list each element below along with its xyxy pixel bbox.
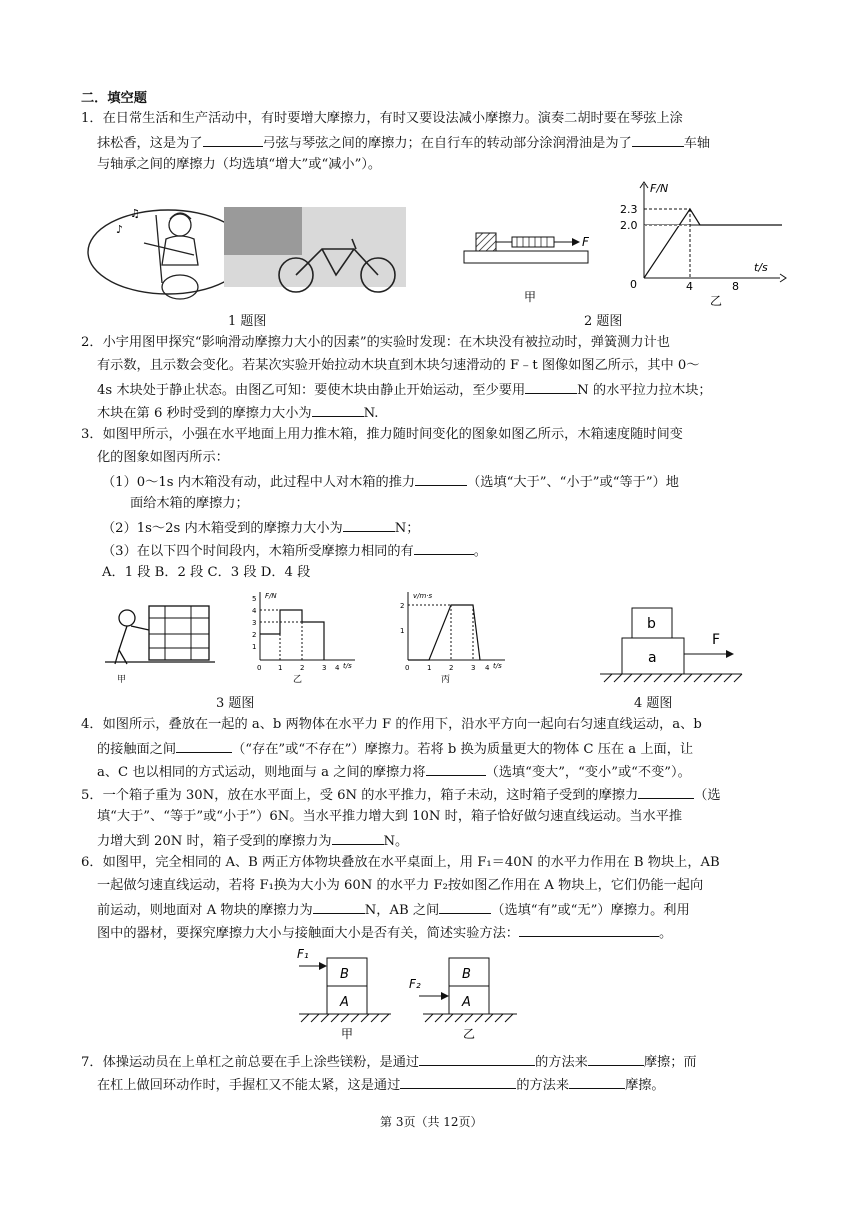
q3-line2: 化的图象如图丙所示： [97, 450, 229, 465]
q4-blank1[interactable] [176, 739, 232, 753]
q7-text: 摩擦。 [625, 1078, 665, 1093]
f-tick: 1 [252, 643, 257, 651]
q6-line3 [97, 900, 690, 920]
q7-text: 的方法来 [516, 1078, 570, 1093]
t-axis-label-yi: t/s [343, 662, 352, 670]
q3-text: （1）0～1s 内木箱没有动，此过程中人对木箱的推力 [102, 475, 416, 490]
q3-blank2[interactable] [343, 518, 395, 532]
q3-blank3[interactable] [414, 541, 474, 555]
f-tick: 3 [252, 619, 257, 627]
block-a-label: A [340, 995, 349, 1010]
block-b-label: b [647, 616, 656, 632]
arrow-icon [572, 238, 580, 246]
f-tick: 4 [252, 607, 257, 615]
q1-text: 抹松香，这是为了 [97, 136, 203, 151]
q1-line3: 与轴承之间的摩擦力（均选填“增大”或“减小”）。 [97, 157, 382, 172]
q6-line4 [97, 923, 672, 943]
q4-figure [600, 602, 750, 692]
q5-text: N。 [383, 834, 409, 849]
q6-text: 。 [659, 926, 673, 941]
t-tick: 4 [485, 664, 490, 672]
t-tick: 1 [278, 664, 283, 672]
q7-blank4[interactable] [569, 1075, 625, 1089]
push-force-curve [260, 610, 324, 660]
bicycle-closeup-photo [224, 207, 302, 255]
q3-options: A．1 段 B．2 段 C．3 段 D．4 段 [102, 565, 311, 580]
q3-text: （选填“大于”、“小于”或“等于”）地 [467, 475, 679, 490]
v-tick: 2 [400, 602, 405, 610]
q5-text: 力增大到 20N 时，箱子受到的摩擦力为 [97, 834, 332, 849]
q2-text: N. [363, 406, 379, 421]
q2-text: 木块在第 6 秒时受到的摩擦力大小为 [97, 406, 312, 421]
x-tick-4: 4 [686, 280, 693, 293]
force-f1-label: F₁ [297, 947, 309, 961]
caption-fig2: 2 题图 [584, 314, 623, 329]
f-tick: 2 [252, 631, 257, 639]
block-b-label: B [340, 967, 349, 982]
q5-blank2[interactable] [332, 831, 384, 845]
q5-blank1[interactable] [638, 785, 694, 799]
q7-line1 [81, 1052, 697, 1072]
v-tick: 1 [400, 627, 405, 635]
q1-text: 弓弦与琴弦之间的摩擦力；在自行车的转动部分涂润滑油是为了 [262, 136, 632, 151]
q2-line2: 有示数，且示数会变化。若某次实验开始拉动木块直到木块匀速滑动的 F﹣t 图像如图乙所示，其中 0～ [97, 358, 700, 373]
f-axis-label: F/N [265, 592, 277, 600]
ground-hatch [604, 674, 742, 682]
q1-line2 [97, 133, 710, 153]
q4-text: （“存在”或“不存在”）摩擦力。若将 b 换为质量更大的物体 C 压在 a 上面，让 [232, 742, 694, 757]
t-tick: 3 [471, 664, 476, 672]
section-title: 二．填空题 [81, 91, 147, 106]
t-tick: 0 [257, 664, 262, 672]
block-a-label: a [648, 650, 657, 666]
q6-text: 前运动，则地面对 A 物块的摩擦力为 [97, 903, 313, 918]
label-jia: 甲 [524, 290, 537, 304]
q7-blank3[interactable] [400, 1075, 516, 1089]
table-board [464, 251, 588, 263]
q3-text: N； [394, 521, 420, 536]
x-tick-8: 8 [732, 280, 739, 293]
q7-text: 7．体操运动员在上单杠之前总要在手上涂些镁粉，是通过 [81, 1055, 420, 1070]
q6-text: 图中的器材，要探究摩擦力大小与接触面大小是否有关，简述实验方法： [97, 926, 519, 941]
q5-line1 [81, 785, 721, 805]
label-jia: 甲 [117, 675, 127, 685]
q5-line3 [97, 831, 408, 851]
q7-text: 摩擦；而 [643, 1055, 697, 1070]
velocity-graph [400, 592, 505, 685]
t-tick: 3 [322, 664, 327, 672]
q6-text: （选填“有”或“无”）摩擦力。利用 [491, 903, 690, 918]
q2-text: N 的水平拉力拉木块； [577, 383, 712, 398]
q6-blank1[interactable] [313, 900, 365, 914]
q6-blank2[interactable] [439, 900, 491, 914]
music-note-icon: ♪ [116, 223, 124, 236]
q2-figure-jia [462, 225, 592, 305]
q2-line1: 2．小宇用图甲探究“影响滑动摩擦力大小的因素”的实验时发现：在木块没有被拉动时，弹簧测力计也 [81, 335, 670, 350]
q4-line1: 4．如图所示，叠放在一起的 a、b 两物体在水平力 F 的作用下，沿水平方向一起向右匀速直线运动，a、b [81, 717, 702, 732]
spring-scale [512, 237, 554, 247]
q1-text: 车轴 [683, 136, 711, 151]
q3-line1: 3．如图甲所示，小强在水平地面上用力推木箱，推力随时间变化的图象如图乙所示，木箱速度随时间变 [81, 427, 683, 442]
label-yi: 乙 [463, 1027, 476, 1041]
force-label: F [712, 632, 721, 648]
ground-hatch [301, 1014, 389, 1022]
q1-line1: 1．在日常生活和生产活动中，有时要增大摩擦力，有时又要设法减小摩擦力。演奏二胡时要在琴弦上涂 [81, 111, 683, 126]
q3-sub3 [102, 541, 487, 561]
q3-figure [105, 588, 545, 688]
q4-line2 [97, 739, 693, 759]
q2-line4 [97, 403, 378, 423]
q6-line1: 6．如图甲，完全相同的 A、B 两正方体物块叠放在水平桌面上，用 F₁＝40N 的水平力作用在 B 物块上，AB [81, 855, 720, 870]
force-label: F [582, 235, 589, 249]
q4-text: （选填“变大”，“变小”或“不变”）。 [485, 765, 691, 780]
q3-sub2 [102, 518, 419, 538]
arrow-icon [441, 992, 449, 1000]
label-jia: 甲 [341, 1027, 354, 1041]
origin-label: 0 [630, 278, 637, 291]
label-yi: 乙 [710, 294, 723, 308]
q3-text: 。 [473, 544, 487, 559]
q2-graph-yi [612, 178, 792, 308]
q1-figure [86, 195, 411, 305]
block-b-label: B [462, 967, 471, 982]
t-tick: 0 [405, 664, 410, 672]
t-tick: 2 [300, 664, 305, 672]
y-tick-2-0: 2.0 [620, 219, 638, 232]
q3-blank1[interactable] [415, 472, 467, 486]
q7-line2 [97, 1075, 665, 1095]
push-force-graph [252, 592, 355, 685]
q3-text: （2）1s～2s 内木箱受到的摩擦力大小为 [102, 521, 343, 536]
arrow-icon [726, 650, 734, 658]
q5-line2: 填“大于”、“等于”或“小于”）6N。当水平推力增大到 10N 时，箱子恰好做匀速直线运动。当水平推 [97, 809, 683, 824]
q7-text: 在杠上做回环动作时，手握杠又不能太紧，这是通过 [97, 1078, 401, 1093]
arrow-icon [319, 962, 327, 970]
q4-line3 [97, 762, 691, 782]
q2-blank2[interactable] [312, 403, 364, 417]
t-tick: 4 [335, 664, 340, 672]
y-tick-2-3: 2.3 [620, 203, 638, 216]
label-bing: 丙 [441, 675, 451, 685]
t-tick: 1 [427, 664, 432, 672]
q4-blank2[interactable] [426, 762, 486, 776]
t-tick: 2 [449, 664, 454, 672]
caption-fig3: 3 题图 [216, 696, 255, 711]
q2-text: 4s 木块处于静止状态。由图乙可知：要使木块由静止开始运动，至少要用 [97, 383, 526, 398]
q4-text: a、C 也以相同的方式运动，则地面与 a 之间的摩擦力将 [97, 765, 426, 780]
v-axis-label: v/m·s [413, 592, 433, 600]
q3-sub1-cont: 面给木箱的摩擦力； [130, 496, 249, 511]
q6-figure [295, 946, 525, 1046]
q7-blank2[interactable] [588, 1052, 644, 1066]
q5-text: （选 [694, 788, 721, 803]
wooden-block [476, 233, 496, 251]
f-tick: 5 [252, 595, 257, 603]
page-footer: 第 3页（共 12页） [380, 1115, 483, 1129]
y-axis-label: F/N [650, 182, 669, 195]
q6-blank3[interactable] [519, 923, 659, 937]
q4-text: 的接触面之间 [97, 742, 177, 757]
x-axis-label: t/s [754, 261, 768, 274]
person-pushing-crate [105, 606, 215, 664]
q2-line3 [97, 380, 712, 400]
q3-text: （3）在以下四个时间段内，木箱所受摩擦力相同的有 [102, 544, 414, 559]
q3-sub1 [102, 472, 679, 492]
q1-blank1[interactable] [203, 133, 263, 147]
music-note-icon: ♫ [130, 207, 140, 220]
block-a-label: A [462, 995, 471, 1010]
caption-fig4: 4 题图 [634, 696, 673, 711]
q5-text: 5．一个箱子重为 30N，放在水平面上，受 6N 的水平推力，箱子未动，这时箱子受到的摩擦力 [81, 788, 639, 803]
q7-blank1[interactable] [419, 1052, 535, 1066]
label-yi: 乙 [293, 675, 303, 685]
caption-fig1: 1 题图 [228, 314, 267, 329]
t-axis-label-bing: t/s [493, 662, 502, 670]
ground-hatch [425, 1014, 513, 1022]
q6-line2: 一起做匀速直线运动，若将 F₁换为大小为 60N 的水平力 F₂按如图乙作用在 A 物块上，它们仍能一起向 [97, 878, 704, 893]
q6-text: N，AB 之间 [364, 903, 440, 918]
q7-text: 的方法来 [535, 1055, 588, 1070]
q2-blank1[interactable] [525, 380, 577, 394]
velocity-curve [408, 605, 480, 660]
q1-blank2[interactable] [632, 133, 684, 147]
force-f2-label: F₂ [409, 977, 421, 991]
